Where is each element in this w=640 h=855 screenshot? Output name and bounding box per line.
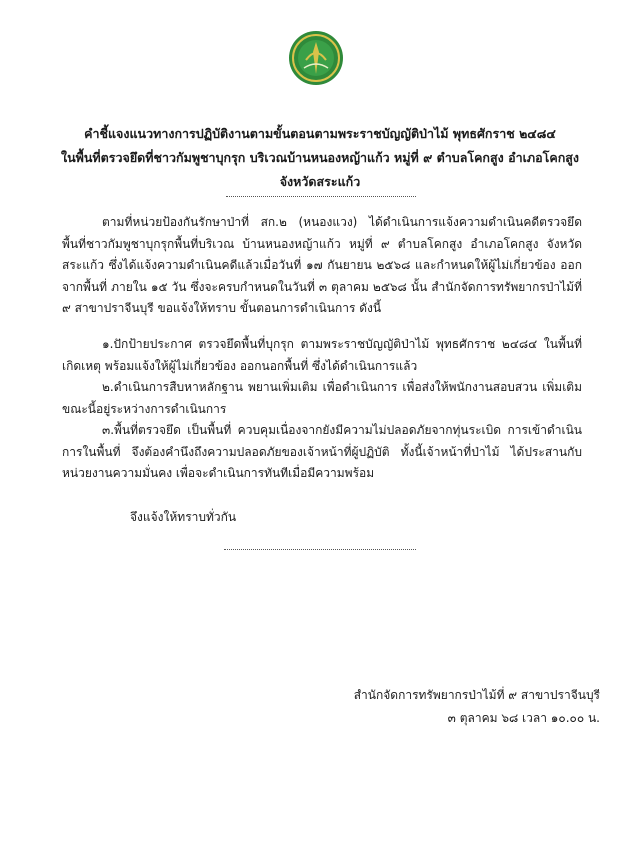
signoff-block: [354, 684, 600, 730]
title-line-3: จังหวัดสระแก้ว: [279, 174, 361, 189]
top-dotted-divider: [226, 196, 416, 197]
seal-logo-icon: [288, 30, 344, 86]
action-item-3: ๓.พื้นที่ตรวจยึด เป็นพื้นที่ ควบคุมเนื่องจากยังมีความไม่ปลอดภัยจากทุ่นระเบิด การเข้าดำเนินการในพื้นที่ จึงต้องคำนึงถึงความปลอดภัยของเจ้าหน้าที่ผู้ปฏิบัติ ทั้งนี้เจ้าหน้าที่ป่าไม้ ได้ประสานกับหน่วยงานความมั่นคง เพื่อจะดำเนินการทันทีเมื่อมีความพร้อม: [62, 423, 582, 480]
intro-paragraph: ตามที่หน่วยป้องกันรักษาป่าที่ สก.๒ (หนองแวง) ได้ดำเนินการแจ้งความดำเนินคดีตรวจยึดพื้นที่ชาวกัมพูชาบุกรุกพื้นที่บริเวณ บ้านหนองหญ้าแก้ว หมู่ที่ ๙ ตำบลโคกสูง อำเภอโคกสูง จังหวัดสระแก้ว ซึ่งได้แจ้งความดำเนินคดีแล้วเมื่อวันที่ ๑๗ กันยายน ๒๕๖๘ และกำหนดให้ผู้ไม่เกี่ยวข้อง ออกจากพื้นที่ ภายใน ๑๕ วัน ซึ่งจะครบกำหนดในวันที่ ๓ ตุลาคม ๒๕๖๘ นั้น สำนักจัดการทรัพยากรป่าไม้ที่ ๙ สาขาปราจีนบุรี ขอแจ้งให้ทราบ ขั้นตอนการดำเนินการ ดังนี้: [62, 215, 582, 315]
issuing-office: สำนักจัดการทรัพยากรป่าไม้ที่ ๙ สาขาปราจีนบุรี: [353, 688, 600, 702]
document-title: [40, 122, 600, 194]
action-item-2: ๒.ดำเนินการสืบหาหลักฐาน พยานเพิ่มเติม เพื่อดำเนินการ เพื่อส่งให้พนักงานสอบสวน เพิ่มเติมขณะนี้อยู่ระหว่างการดำเนินการ: [62, 380, 582, 416]
title-line-1: คำชี้แจงแนวทางการปฏิบัติงานตามขั้นตอนตามพระราชบัญญัติป่าไม้ พุทธศักราช ๒๔๘๔: [84, 126, 556, 141]
action-item-1: ๑.ปักป้ายประกาศ ตรวจยึดพื้นที่บุกรุก ตามพระราชบัญญัติป่าไม้ พุทธศักราช ๒๔๘๔ ในพื้นที่เกิดเหตุ พร้อมแจ้งให้ผู้ไม่เกี่ยวข้อง ออกนอกพื้นที่ ซึ่งได้ดำเนินการแล้ว: [62, 337, 582, 373]
title-line-2: ในพื้นที่ตรวจยึดที่ชาวกัมพูชาบุกรุก บริเวณบ้านหนองหญ้าแก้ว หมู่ที่ ๙ ตำบลโคกสูง อำเภอโคกสูง: [60, 150, 580, 165]
issue-datetime: ๓ ตุลาคม ๖๘ เวลา ๑๐.๐๐ น.: [447, 711, 600, 725]
action-items-list: [62, 334, 582, 485]
closing-line: จึงแจ้งให้ทราบทั่วกัน: [130, 510, 237, 524]
bottom-dotted-divider: [224, 549, 416, 550]
